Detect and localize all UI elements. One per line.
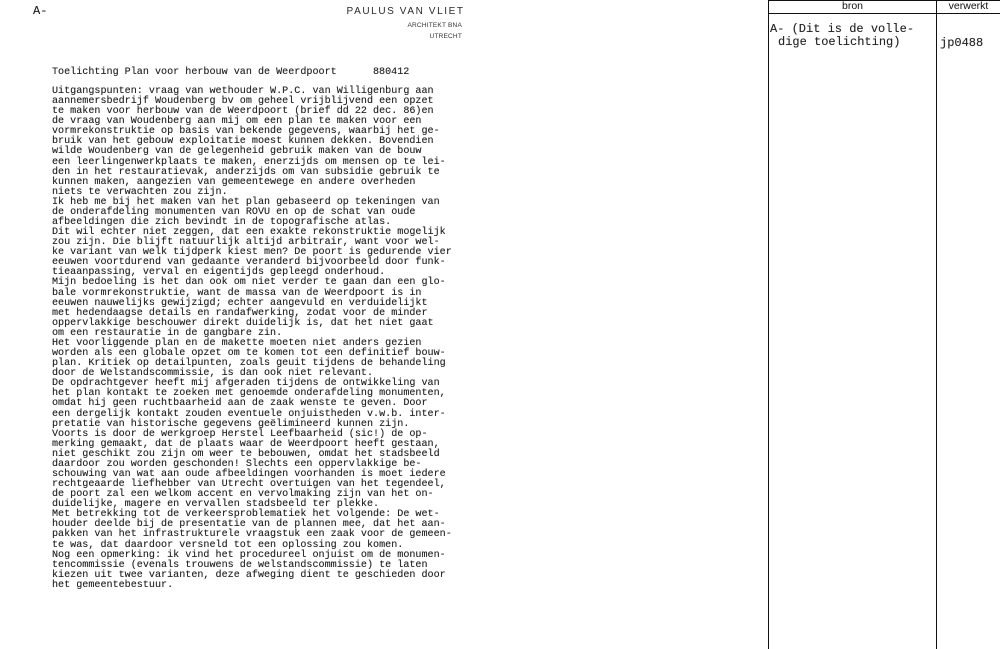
body-text-line: daardoor zou worden geschonden! Slechts een oppervlakkige be- — [52, 458, 422, 470]
body-text-line: rechtgeaarde liefhebber van Utrecht overtuigen van het tegendeel, — [52, 479, 446, 491]
body-text-line: eeuwen voortdurend van gedaante veranderd bijvoorbeeld door funk- — [52, 257, 446, 269]
letterhead-title: ARCHITEKT BNA — [407, 22, 462, 29]
body-text-line: Voorts is door de werkgroep Herstel Leefbaarheid (sic!) de op- — [52, 428, 428, 440]
body-text-line: pakken van het infrastrukturele vraagstuk een zaak voor de gemeen- — [52, 529, 452, 541]
body-text-line: kunnen maken, aangezien van gemeentewege en andere overheden — [52, 176, 416, 188]
table-rule-vertical — [768, 0, 769, 649]
table-rule-horizontal — [768, 13, 1000, 14]
body-text-line: vormrekonstruktie op basis van bekende gegevens, waarbij het ge- — [52, 126, 440, 138]
body-text-line: te maken voor herbouw van de Weerdpoort (brief dd 22 dec. 86)en — [52, 106, 434, 118]
body-text-line: te was, dat daardoor versneld tot een oplossing zou komen. — [52, 539, 404, 551]
body-text-line: met hedendaagse details en randafwerking, zodat voor de minder — [52, 307, 428, 319]
body-text-line: houder deelde bij de presentatie van de plannen mee, dat het aan- — [52, 519, 446, 531]
table-header-bron: bron — [841, 0, 863, 12]
table-rule-vertical — [936, 0, 937, 649]
table-cell-verwerkt: jp0488 — [940, 36, 984, 50]
document-title: Toelichting Plan voor herbouw van de Weerdpoort — [52, 67, 337, 78]
body-text-line: tencommissie (evenals trouwens de welstandscommissie) te laten — [52, 559, 428, 571]
body-text-line: het plan kontakt te zoeken met genoemde onderafdeling monumenten, — [52, 388, 446, 400]
body-text-line: Dit wil echter niet zeggen, dat een exakte rekonstruktie mogelijk — [52, 227, 446, 239]
document-date: 880412 — [373, 67, 410, 78]
body-text-line: Het voorliggende plan en de makette moeten niet anders gezien — [52, 337, 422, 349]
body-text-line: Mijn bedoeling is het dan ook om niet verder te gaan dan een glo- — [52, 277, 446, 289]
body-text-line: de poort zal een welkom accent en vervolmaking zijn van het on- — [52, 489, 434, 501]
body-text-line: Uitgangspunten: vraag van wethouder W.P.C. van Willigenburg aan — [52, 86, 434, 97]
body-text-line: bruik van het gebouw exploitatie moest kunnen dekken. Bovendien — [52, 136, 434, 148]
body-text-line: schouwing van wat aan oude afbeeldingen voorhanden is moet iedere — [52, 468, 446, 480]
body-text-line: kiezen uit twee varianten, deze afweging dient te geschieden door — [52, 569, 446, 581]
body-text-line: tieaanpassing, verval en eigentijds gepleegd onderhoud. — [52, 267, 386, 279]
body-text-line: omdat hij geen ruchtbaarheid aan de zaak wenste te geven. Door — [52, 398, 428, 410]
body-text-line: bale vormrekonstruktie, want de massa van de Weerdpoort is in — [52, 287, 422, 299]
body-text-line: eeuwen nauwelijks gewijzigd; echter aangevuld en verduidelijkt — [52, 297, 428, 309]
page-marker: A- — [33, 4, 48, 18]
body-text-line: de onderafdeling monumenten van ROVU en op de schat van oude — [52, 206, 416, 218]
body-text-line: oppervlakkige beschouwer direkt duidelijk is, dat het niet gaat — [52, 317, 434, 329]
letterhead-city: UTRECHT — [429, 33, 462, 40]
body-text-line: niets te verwachten zou zijn. — [52, 186, 228, 198]
body-text-line: het gemeentebestuur. — [52, 579, 174, 591]
body-text-line: om een restauratie in de gangbare zin. — [52, 327, 283, 339]
table-header-verwerkt: verwerkt — [948, 0, 989, 12]
body-text-line: worden als een globale opzet om te komen tot een definitief bouw- — [52, 348, 446, 360]
body-text-line: zou zijn. Die blijft natuurlijk altijd arbitrair, want voor wel- — [52, 237, 440, 249]
body-text-line: Ik heb me bij het maken van het plan gebaseerd op tekeningen van — [52, 196, 440, 208]
body-text-line: pretatie van historische gegevens geëlimineerd kunnen zijn. — [52, 418, 410, 430]
body-text-line: aannemersbedrijf Woudenberg bv om geheel vrijblijvend een opzet — [52, 96, 434, 108]
body-text-line: Met betrekking tot de verkeersproblematiek het volgende: De wet- — [52, 509, 440, 521]
table-cell-bron: A- (Dit is de volle- — [770, 22, 915, 36]
body-text-line: een leerlingenwerkplaats te maken, enerzijds om mensen op te lei- — [52, 156, 446, 168]
body-text-line: plan. Kritiek op detailpunten, zoals geuit tijdens de behandeling — [52, 358, 446, 370]
body-text-line: niet geschikt zou zijn om weer te bebouwen, omdat het stadsbeeld — [52, 448, 440, 460]
body-text-line: Nog een opmerking: ik vind het procedureel onjuist om de monumen- — [52, 549, 446, 561]
body-text — [52, 87, 462, 591]
body-text-line: den in het restauratievak, anderzijds om van subsidie gebruik te — [52, 166, 440, 178]
body-text-line: afbeeldingen die zich bevindt in de topografische atlas. — [52, 217, 392, 229]
table-cell-bron: dige toelichting) — [778, 35, 901, 49]
body-text-line: door de Welstandscommissie, is dan ook niet relevant. — [52, 368, 374, 380]
body-text-line: een dergelijk kontakt zouden eventuele onjuistheden v.w.b. inter- — [52, 408, 446, 420]
body-text-line: De opdrachtgever heeft mij afgeraden tijdens de ontwikkeling van — [52, 378, 440, 390]
body-text-line: duidelijke, magere en vervallen stadsbeeld ter plekke. — [52, 499, 380, 511]
body-text-line: merking gemaakt, dat de plaats waar de Weerdpoort heeft gestaan, — [52, 438, 440, 450]
body-text-line: de vraag van Woudenberg aan mij om een plan te maken voor een — [52, 116, 422, 128]
body-text-line: ke variant van welk tijdperk kiest men? De poort is gedurende vier — [52, 247, 452, 259]
letterhead-name: PAULUS VAN VLIET — [346, 6, 465, 17]
body-text-line: wilde Woudenberg van de gelegenheid gebruik maken van de bouw — [52, 146, 422, 158]
